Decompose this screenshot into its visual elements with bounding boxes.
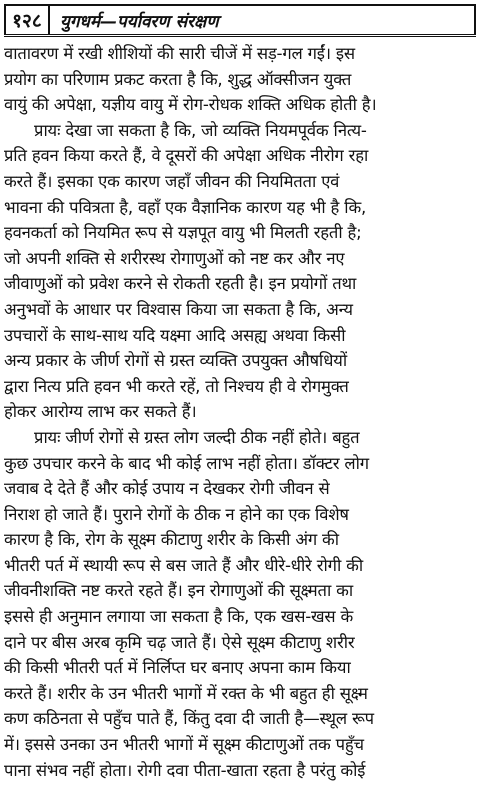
text-line: कण कठिनता से पहुँच पाते हैं, किंतु दवा दी जाती है—स्थूल रूप (4, 709, 374, 729)
text-line: प्रायः देखा जा सकता है कि, जो व्यक्ति नियमपूर्वक नित्य- (34, 120, 367, 140)
page-header (4, 4, 476, 34)
running-title: युगधर्म—पर्यावरण संरक्षण (50, 4, 476, 34)
text-line: कारण है कि, रोग के सूक्ष्म कीटाणु शरीर के किसी अंग की (4, 530, 339, 550)
text-line: की किसी भीतरी पर्त में निर्लिप्त घर बनाए अपना काम किया (4, 658, 351, 678)
text-line: वातावरण में रखी शीशियों की सारी चीजें में सड़-गल गईं। इस (4, 44, 355, 63)
text-line: भावना की पवित्रता है, वहाँ एक वैज्ञानिक कारण यह भी है कि, (4, 197, 367, 217)
text-line: इससे ही अनुमान लगाया जा सकता है कि, एक खस-खस के (4, 607, 354, 627)
text-line: होकर आरोग्य लाभ कर सकते हैं। (4, 402, 197, 422)
body-text (4, 41, 476, 783)
text-line: कुछ उपचार करने के बाद भी कोई लाभ नहीं होता। डॉक्टर लोग (4, 453, 369, 473)
text-line: प्रति हवन किया करते हैं, वे दूसरों की अपेक्षा अधिक नीरोग रहा (4, 146, 369, 166)
text-line: प्रायः जीर्ण रोगों से ग्रस्त लोग जल्दी ठीक नहीं होते। बहुत (34, 427, 360, 447)
text-line: जीवनीशक्ति नष्ट करते रहते हैं। इन रोगाणुओं की सूक्ष्मता का (4, 581, 353, 601)
text-line: करते हैं। शरीर के उन भीतरी भागों में रक्त के भी बहुत ही सूक्ष्म (4, 683, 368, 703)
text-line: अन्य प्रकार के जीर्ण रोगों से ग्रस्त व्यक्ति उपयुक्त औषधियों (4, 351, 347, 371)
text-line: उपचारों के साथ-साथ यदि यक्ष्मा आदि असह्य अथवा किसी (4, 325, 346, 345)
text-line: पाना संभव नहीं होता। रोगी दवा पीता-खाता रहता है परंतु कोई (4, 760, 366, 780)
text-line: हवनकर्ता को नियमित रूप से यज्ञपूत वायु भी मिलती रहती है; (4, 223, 362, 243)
text-line: जीवाणुओं को प्रवेश करने से रोकती रहती है। इन प्रयोगों तथा (4, 274, 357, 294)
text-line: अनुभवों के आधार पर विश्वास किया जा सकता है कि, अन्य (4, 299, 353, 319)
text-line: दाने पर बीस अरब कृमि चढ़ जाते हैं। ऐसे सूक्ष्म कीटाणु शरीर (4, 632, 355, 652)
text-line: वायुं की अपेक्षा, यज्ञीय वायु में रोग-रोधक शक्ति अधिक होती है। (4, 95, 377, 115)
text-line: करते हैं। इसका एक कारण जहाँ जीवन की नियमितता एवं (4, 171, 340, 191)
text-line: द्वारा नित्य प्रति हवन भी करते रहें, तो निश्चय ही वे रोगमुक्त (4, 376, 349, 396)
text-line: प्रयोग का परिणाम प्रकट करता है कि, शुद्ध ऑक्सीजन युक्त (4, 69, 352, 89)
text-line: जो अपनी शक्ति से शरीरस्थ रोगाणुओं को नष्ट कर और नए (4, 248, 345, 268)
page-number: १२८ (4, 4, 50, 34)
text-line: में। इससे उनका उन भीतरी भागों में सूक्ष्म कीटाणुओं तक पहुँच (4, 735, 364, 755)
text-line: भीतरी पर्त में स्थायी रूप से बस जाते हैं और धीरे-धीरे रोगी की (4, 555, 363, 575)
header-rule (4, 34, 476, 37)
text-line: जवाब दे देते हैं और कोई उपाय न देखकर रोगी जीवन से (4, 479, 330, 499)
text-line: निराश हो जाते हैं। पुराने रोगों के ठीक न होने का एक विशेष (4, 504, 349, 524)
